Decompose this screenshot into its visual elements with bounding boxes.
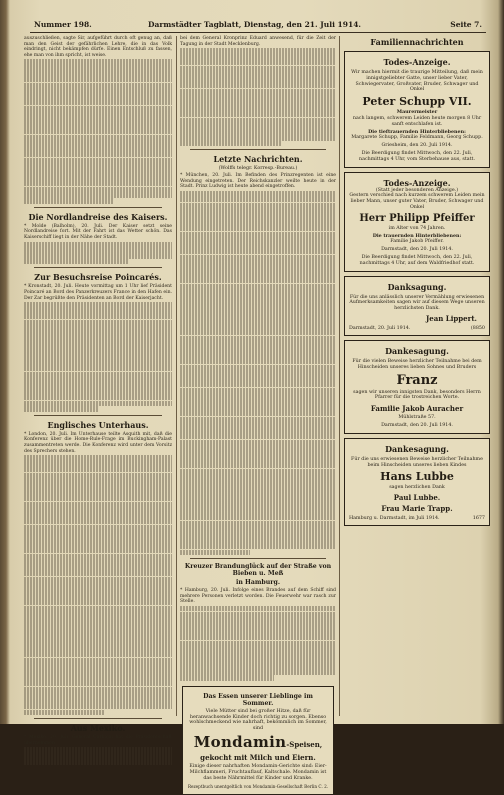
ad-brand-tail: -Speisen, xyxy=(286,740,323,750)
notice-text: Für die vielen Beweise herzlicher Teilnahme bei dem Hinscheiden unseres lieben Sohnes und Bruders xyxy=(352,358,482,370)
heading-poincare: Zur Besuchsreise Poincarés. xyxy=(34,272,162,283)
notice-text-after: nach langem, schwerem Leiden heute morgen 8 Uhr sanft entschlafen ist. xyxy=(352,115,482,127)
notice-title: Danksagung. xyxy=(387,281,447,292)
notice-title: Todes-Anzeige. xyxy=(383,177,451,188)
article-continuation: auszuschließen, sagte Sir, aufgeführt durch oft genug an, daß man den Geist der gefährlichen Lehre, die in das Volk eindringt, nicht bekämpfen dürfe. Einen Entschluß zu fassen, ehe man von ihm spricht, ist weise. xyxy=(24,36,172,58)
notice-subtitle: (Statt jeder besonderen Anzeige.) xyxy=(375,187,459,193)
deceased-name: Franz xyxy=(396,372,438,388)
notice-family: Familie Jakob Auracher xyxy=(370,404,464,414)
notice-title: Dankesagung. xyxy=(385,345,449,356)
notice-place-date: Darmstadt, 20. Juli 1914. xyxy=(349,325,411,331)
mourners-names: Familie Jakob Pfeiffer. xyxy=(390,239,444,245)
body-text-block xyxy=(24,302,172,412)
article-mexiko: * Mexiko, 20. Juli. General Carbajal hat die Präsidentschaft übernommen. xyxy=(24,735,172,746)
deceased-name: Herr Philipp Pfeiffer xyxy=(359,212,475,224)
article-brandunglueck: * Hamburg, 20. Juli. Infolge eines Brandes auf dem Schiff sind mehrere Personen verletzt worden. Die Feuerwehr war rasch zur Stelle. xyxy=(180,588,336,605)
agency-credit: (Wolffs telegr. Korresp.-Bureau.) xyxy=(218,166,298,172)
deceased-age: im Alter von 74 Jahren. xyxy=(388,225,446,231)
ad-intro: Viele Mütter sind bei großer Hitze, daß für heranwachsende Kinder doch richtig zu sorgen. Ebenso wohlschmeckend wie nahrhaft, bekömmlich im Sommer, sind xyxy=(189,708,327,732)
thanks-notice-lippert xyxy=(344,276,490,336)
body-text-block xyxy=(180,606,336,681)
mourners-label: Die trauernden Hinterbliebenen: xyxy=(372,232,462,239)
masthead-line: Darmstädter Tagblatt, Dienstag, den 21. Juli 1914. xyxy=(148,20,362,29)
funeral-info: Die Beerdigung findet Mittwoch, den 22. Juli, nachmittags 4 Uhr, auf dem Waldfriedhof statt. xyxy=(359,254,475,266)
thanks-notice-lubbe xyxy=(344,438,490,526)
ad-headline: Das Essen unserer Lieblinge im Sommer. xyxy=(203,692,313,707)
heading-brandunglueck-sub: in Hamburg. xyxy=(236,579,280,587)
notice-text: Gestern verschied nach kurzem schwerem Leiden mein lieber Mann, unser guter Vater, Bruder, Schwager und Onkel xyxy=(349,193,485,210)
notice-text: Für die uns anlässlich unserer Vermählung erwiesenen Aufmerksamkeiten sagen wir auf diesem Wege unseren herzlichsten Dank. xyxy=(349,294,485,312)
ad-brand: Mondamin xyxy=(193,733,287,752)
heading-mexiko: Aus Mexiko. xyxy=(70,723,126,734)
article-letzte: * München, 20. Juli. Im Befinden des Prinzregenten ist eine Wendung eingetreten. Der Reichskanzler weilte heute in der Stadt. Prinz Ludwig ist heute abend eingetroffen. xyxy=(180,173,336,190)
column-rule-1 xyxy=(176,36,177,716)
page-number: Seite 7. xyxy=(450,20,482,29)
ad-subline: gekocht mit Milch und Eiern. xyxy=(200,753,316,763)
notice-place-date: Darmstadt, den 20. Juli 1914. xyxy=(381,247,453,253)
notice-signature-1: Paul Lubbe. xyxy=(393,493,441,503)
article-unterhaus: * London, 20. Juli. Im Unterhause teilte Asquith mit, daß die Konferenz über die Home-Rule-Frage im Buckingham-Palast zusammentreten werde. Die Konferenz wird unter dem Vorsitz des Sprechers stehen. xyxy=(24,431,172,454)
column-rule-2 xyxy=(339,36,340,716)
notice-title: Dankesagung. xyxy=(385,443,449,454)
notice-signature: Jean Lippert. xyxy=(425,313,477,323)
ad-footer: Rezeptbuch unentgeltlich von Mondamin-Gesellschaft Berlin C. 2. xyxy=(187,784,329,790)
article-poincare: * Kronstadt, 20. Juli. Heute vormittag um 1 Uhr lief Präsident Poincaré an Bord des Panzerkreuzers France in den Hafen ein. Der Zar begrüßte den Präsidenten an Bord der Kaiserjacht. xyxy=(24,284,172,301)
deceased-occupation: Maurermeister xyxy=(396,109,438,116)
notice-code: 1677 xyxy=(472,516,485,522)
article-continuation: bei dem General Kronprinz Eduard anwesend, für die Zeit der Tagung in der Stadt Mecklenburg. xyxy=(180,36,336,47)
heading-unterhaus: Englisches Unterhaus. xyxy=(47,419,149,430)
heading-letzte-nachrichten: Letzte Nachrichten. xyxy=(213,154,303,165)
death-notice-schupp xyxy=(344,51,490,168)
body-text-block xyxy=(24,59,172,203)
article-nordlandreise: * Molde (Balholm), 20. Juli. Der Kaiser setzt seine Nordlandreise fort. Mit der Fahrt ist das Wetter schön. Das Kaiserschiff liegt in der Nähe der Stadt. xyxy=(24,223,172,240)
notice-code: (8850 xyxy=(470,325,485,331)
notice-title: Todes-Anzeige. xyxy=(383,57,451,67)
newspaper-page xyxy=(10,8,492,790)
heading-nordlandreise: Die Nordlandreise des Kaisers. xyxy=(28,211,168,222)
issue-number: Nummer 198. xyxy=(34,20,92,29)
body-text-block xyxy=(180,48,336,146)
notice-place-date: Darmstadt, den 20. Juli 1914. xyxy=(381,422,453,428)
mourners-label: Die tieftrauernden Hinterbliebenen: xyxy=(368,128,466,135)
notice-place-date: Hamburg u. Darmstadt, im Juli 1914. xyxy=(349,516,440,522)
thanks-notice-auracher xyxy=(344,340,490,434)
column-right xyxy=(342,36,492,716)
mondamin-advertisement xyxy=(182,686,334,795)
page-header xyxy=(30,18,486,33)
heading-familiennachrichten: Familiennachrichten xyxy=(370,37,464,47)
ad-body: Einige dieser nahrhaften Mondamin-Gerichte sind: Eier-Milchflammeri, Fruchtauflauf, Kaltschale. Mondamin ist das beste Nährmittel für Kinder und Kranke. xyxy=(189,764,327,781)
body-text-block xyxy=(24,455,172,715)
deceased-name: Peter Schupp VII. xyxy=(362,95,472,109)
column-left xyxy=(24,36,172,746)
notice-text-2: sagen wir unseren innigsten Dank, besonders Herrn Pfarrer für die trostreichen Worte. xyxy=(353,389,481,401)
body-text-block xyxy=(180,191,336,555)
notice-place-date: Griesheim, den 20. Juli 1914. xyxy=(381,143,453,149)
notice-text: Wir machen hiermit die traurige Mitteilung, daß mein innigstgeliebter Gatte, unser lieber Vater, Schwiegervater, Großvater, Bruder, Schwager und Onkel xyxy=(351,70,483,93)
mourners-names: Margarete Schupp, Familie Feldmann, Georg Schupp. xyxy=(351,135,483,141)
heading-brandunglueck: Kreuzer Brandunglück auf der Straße von Bieben u. Meß xyxy=(184,563,332,578)
funeral-info: Die Beerdigung findet Mittwoch, den 22. Juli, nachmittags 4 Uhr, vom Sterbehause aus, statt. xyxy=(359,150,475,162)
deceased-name: Hans Lubbe xyxy=(380,470,454,484)
notice-signature-2: Frau Marie Trapp. xyxy=(381,504,453,514)
notice-text: Für die uns erwiesenen Beweise herzlicher Teilnahme beim Hinscheiden unseres lieben Kindes xyxy=(351,456,483,468)
notice-text-2: sagen herzlichen Dank xyxy=(389,485,445,491)
death-notice-pfeiffer xyxy=(344,172,490,272)
notice-address: Mühlstraße 57. xyxy=(398,415,436,421)
column-middle xyxy=(180,36,336,790)
